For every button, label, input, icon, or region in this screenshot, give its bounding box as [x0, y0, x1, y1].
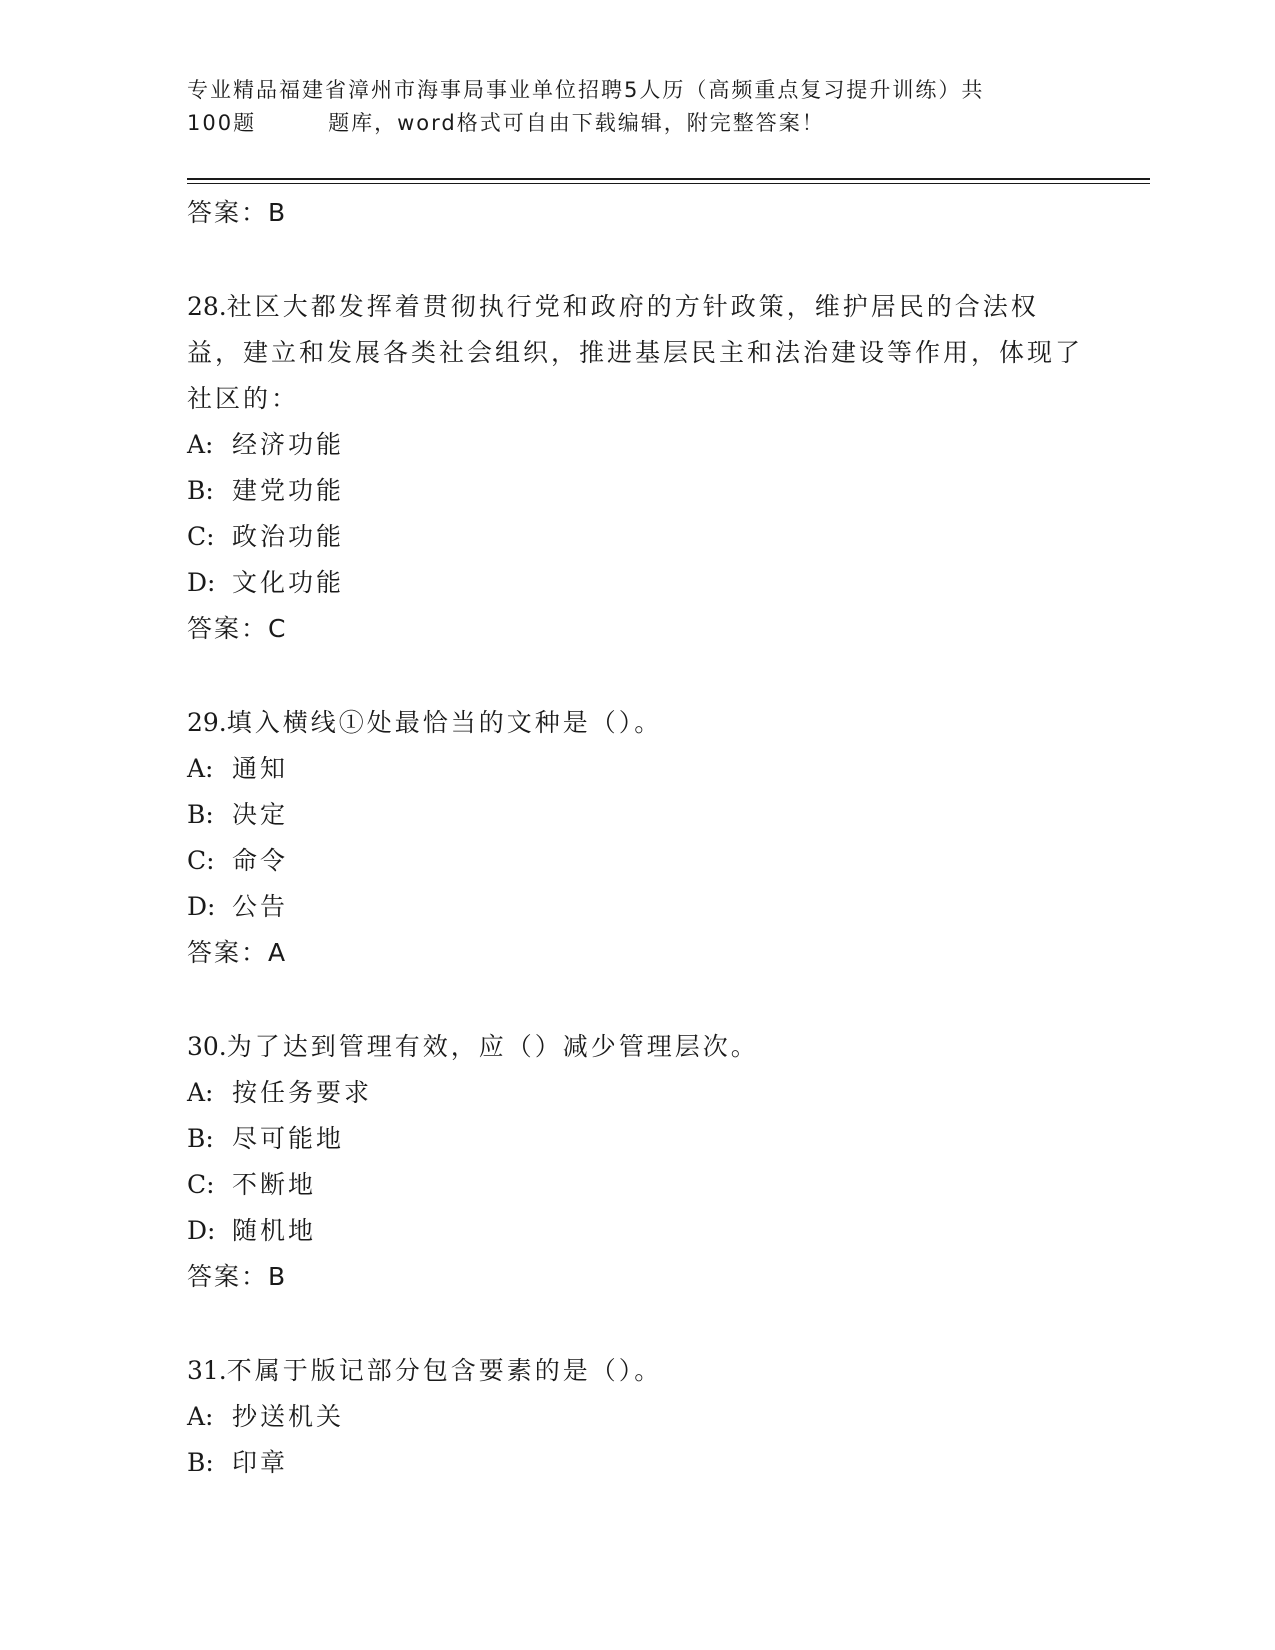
option-key: C:	[187, 846, 215, 875]
option-text: 决定	[232, 800, 289, 829]
option-item	[187, 1162, 1087, 1208]
option-text: 尽可能地	[232, 1124, 345, 1153]
question-number: 31.	[187, 1356, 227, 1385]
question-stem	[187, 1024, 1087, 1070]
option-text: 文化功能	[232, 568, 345, 597]
option-item	[187, 838, 1087, 884]
option-item	[187, 468, 1087, 514]
option-item	[187, 1116, 1087, 1162]
option-item	[187, 746, 1087, 792]
answer-line: 答案：B	[187, 1262, 288, 1291]
header-rule-thick	[187, 178, 1150, 180]
question-text: 不属于版记部分包含要素的是（）。	[226, 1356, 663, 1385]
option-text: 按任务要求	[232, 1078, 373, 1107]
option-key: B:	[187, 1448, 214, 1477]
option-key: D:	[187, 892, 216, 921]
option-key: B:	[187, 800, 214, 829]
option-key: B:	[187, 476, 214, 505]
option-key: A:	[187, 1078, 214, 1107]
question-number: 30.	[187, 1032, 227, 1061]
option-text: 抄送机关	[232, 1402, 345, 1431]
page-header	[187, 74, 1067, 140]
header-description: 题库，word格式可自由下载编辑，附完整答案！	[328, 111, 825, 135]
question-number: 29.	[187, 708, 227, 737]
option-text: 印章	[232, 1448, 289, 1477]
option-item	[187, 1440, 1087, 1486]
header-question-count: 100题	[187, 111, 257, 135]
option-key: A:	[187, 1402, 214, 1431]
option-item	[187, 1070, 1087, 1116]
option-text: 不断地	[232, 1170, 317, 1199]
question-item	[187, 1348, 1087, 1486]
option-key: C:	[187, 1170, 215, 1199]
question-text: 社区大都发挥着贯彻执行党和政府的方针政策，维护居民的合法权益，建立和发展各类社会组织，推进基层民主和法治建设等作用，体现了社区的：	[187, 292, 1084, 413]
question-item	[187, 700, 1087, 976]
header-line-2	[187, 107, 1067, 140]
option-key: C:	[187, 522, 215, 551]
question-item	[187, 284, 1087, 652]
question-stem	[187, 700, 1087, 746]
header-line-1: 专业精品福建省漳州市海事局事业单位招聘5人历（高频重点复习提升训练）共	[187, 78, 985, 102]
option-item	[187, 1208, 1087, 1254]
question-list	[187, 190, 1087, 1534]
option-text: 建党功能	[232, 476, 345, 505]
question-text: 填入横线①处最恰当的文种是（）。	[226, 708, 663, 737]
question-text: 为了达到管理有效，应（）减少管理层次。	[226, 1032, 759, 1061]
option-text: 通知	[232, 754, 289, 783]
option-item	[187, 1394, 1087, 1440]
option-text: 随机地	[232, 1216, 317, 1245]
question-stem	[187, 284, 1087, 422]
option-item	[187, 514, 1087, 560]
question-number: 28.	[187, 292, 227, 321]
question-stem	[187, 1348, 1087, 1394]
header-rule-thin	[187, 183, 1150, 184]
option-key: A:	[187, 754, 214, 783]
option-key: A:	[187, 430, 214, 459]
option-key: D:	[187, 1216, 216, 1245]
option-text: 命令	[232, 846, 289, 875]
option-text: 经济功能	[232, 430, 345, 459]
option-key: D:	[187, 568, 216, 597]
option-item	[187, 884, 1087, 930]
questions-container	[187, 284, 1087, 1486]
option-item	[187, 792, 1087, 838]
option-item	[187, 560, 1087, 606]
option-text: 政治功能	[232, 522, 345, 551]
question-item	[187, 1024, 1087, 1300]
option-item	[187, 422, 1087, 468]
option-text: 公告	[232, 892, 289, 921]
answer-line: 答案：C	[187, 614, 288, 643]
option-key: B:	[187, 1124, 214, 1153]
previous-answer: 答案：B	[187, 198, 288, 227]
answer-line: 答案：A	[187, 938, 288, 967]
